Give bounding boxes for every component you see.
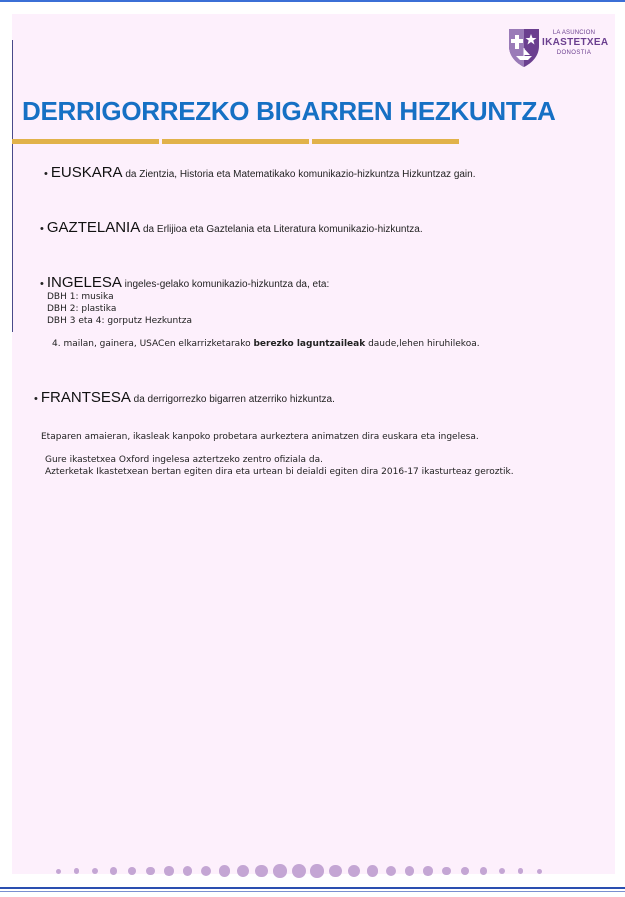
decorative-dot bbox=[537, 869, 542, 874]
decorative-dot bbox=[128, 867, 136, 875]
decorative-dot bbox=[92, 868, 98, 874]
decorative-dot bbox=[56, 869, 61, 874]
decorative-dot bbox=[273, 864, 286, 877]
gold-divider-2 bbox=[162, 139, 309, 144]
euskara-lead: EUSKARA bbox=[50, 164, 123, 181]
bullet-icon: • bbox=[44, 168, 48, 180]
bullet-icon: • bbox=[40, 223, 44, 235]
decorative-dot bbox=[292, 864, 306, 878]
calls-paragraph: Azterketak Ikastetxean bertan egiten dira eta urtean bi deialdi egiten dira 2016-17 ikasturteaz geroztik. bbox=[45, 467, 514, 477]
ingelesa-line-3: DBH 3 eta 4: gorputz Hezkuntza bbox=[47, 316, 192, 326]
ingelesa-line-1: DBH 1: musika bbox=[47, 292, 114, 302]
ingelesa-lead: INGELESA bbox=[46, 274, 122, 291]
decorative-dot bbox=[518, 868, 524, 874]
oxford-paragraph: Gure ikastetxea Oxford ingelesa aztertzeko zentro ofiziala da. bbox=[45, 455, 323, 465]
gold-divider-1 bbox=[12, 139, 159, 144]
section-frantsesa bbox=[34, 389, 335, 406]
gold-divider-3 bbox=[312, 139, 459, 144]
bullet-icon: • bbox=[34, 393, 38, 405]
left-margin-rule bbox=[12, 40, 13, 332]
decorative-dot bbox=[255, 865, 268, 878]
decorative-dot bbox=[74, 868, 80, 874]
decorative-dot bbox=[367, 865, 378, 876]
decorative-dot bbox=[183, 866, 193, 876]
logo-line-2: IKASTETXEA bbox=[542, 37, 609, 48]
decorative-dot bbox=[405, 866, 415, 876]
bottom-rule-thin bbox=[0, 891, 625, 892]
shield-cross-icon bbox=[506, 26, 542, 68]
decorative-dot bbox=[164, 866, 173, 875]
bottom-rule bbox=[0, 887, 625, 889]
decorative-dot bbox=[219, 865, 230, 876]
top-rule bbox=[0, 0, 625, 2]
decorative-dot bbox=[110, 867, 117, 874]
ingelesa-note-bold: berezko laguntzaileak bbox=[253, 339, 366, 349]
decorative-dot bbox=[461, 867, 469, 875]
decorative-dot bbox=[423, 866, 432, 875]
ingelesa-note-pre: 4. mailan, gainera, USACen elkarrizketarako bbox=[52, 339, 254, 349]
ingelesa-note-post: daude,lehen hiruhilekoa. bbox=[365, 339, 480, 349]
decorative-dot bbox=[480, 867, 487, 874]
decorative-dot bbox=[237, 865, 249, 877]
decorative-dot bbox=[442, 867, 450, 875]
section-ingelesa bbox=[40, 274, 329, 291]
gaztelania-text: da Erlijioa eta Gaztelania eta Literatura komunikazio-hizkuntza. bbox=[140, 224, 423, 235]
frantsesa-lead: FRANTSESA bbox=[40, 389, 131, 406]
ingelesa-text: ingeles-gelako komunikazio-hizkuntza da, eta: bbox=[121, 279, 330, 290]
decorative-dot bbox=[329, 865, 342, 878]
ingelesa-note bbox=[52, 339, 480, 349]
frantsesa-text: da derrigorrezko bigarren atzerriko hizkuntza. bbox=[130, 394, 335, 405]
logo-line-3: DONOSTIA bbox=[556, 50, 592, 56]
decorative-dot bbox=[310, 864, 323, 877]
ingelesa-line-2: DBH 2: plastika bbox=[47, 304, 117, 314]
decorative-dot bbox=[386, 866, 397, 877]
decorative-dot-row bbox=[0, 862, 625, 880]
section-euskara bbox=[44, 164, 476, 181]
school-logo bbox=[506, 26, 609, 70]
decorative-dot bbox=[146, 867, 154, 875]
exams-paragraph: Etaparen amaieran, ikasleak kanpoko probetara aurkeztera animatzen dira euskara eta ingelesa. bbox=[41, 432, 479, 442]
bullet-icon: • bbox=[40, 278, 44, 290]
decorative-dot bbox=[201, 866, 212, 877]
decorative-dot bbox=[348, 865, 360, 877]
gaztelania-lead: GAZTELANIA bbox=[46, 219, 141, 236]
section-gaztelania bbox=[40, 219, 423, 236]
page-title: DERRIGORREZKO BIGARREN HEZKUNTZA bbox=[22, 96, 556, 126]
euskara-text: da Zientzia, Historia eta Matematikako komunikazio-hizkuntza Hizkuntzaz gain. bbox=[122, 169, 476, 180]
logo-line-1: LA ASUNCION bbox=[552, 30, 596, 36]
decorative-dot bbox=[499, 868, 505, 874]
